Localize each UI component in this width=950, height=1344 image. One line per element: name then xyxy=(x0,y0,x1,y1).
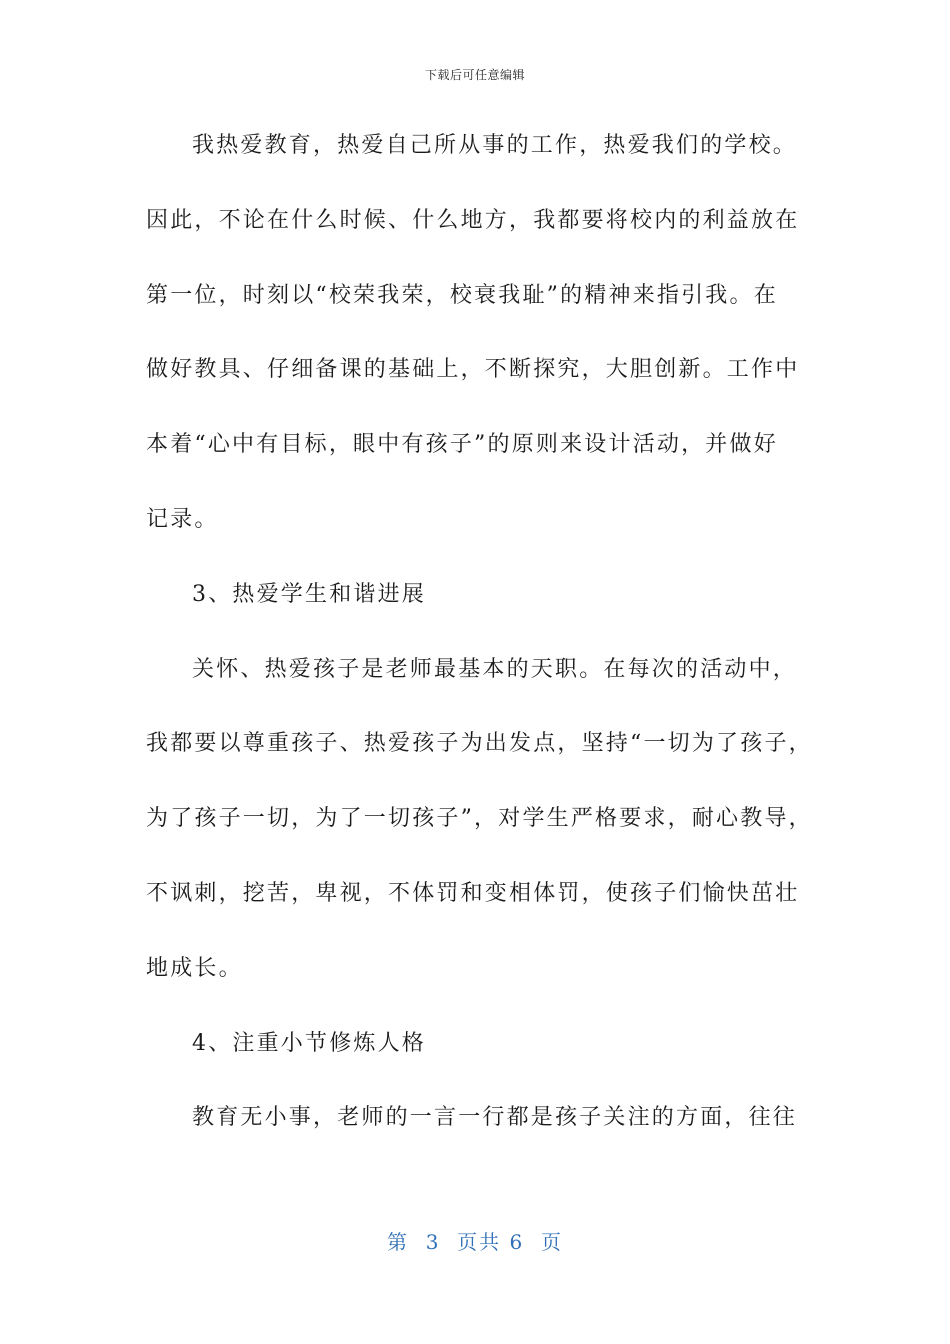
body-line: 教育无小事，老师的一言一行都是孩子关注的方面，往往 xyxy=(192,1105,798,1131)
body-line: 为了孩子一切，为了一切孩子”，对学生严格要求，耐心教导， xyxy=(146,806,813,832)
page-body xyxy=(146,124,811,1171)
page-number-footer: 第 3 页共 6 页 xyxy=(387,1230,563,1254)
body-line: 地成长。 xyxy=(146,955,243,981)
body-line: 关怀、热爱孩子是老师最基本的天职。在每次的活动中， xyxy=(192,656,798,682)
body-line: 我都要以尊重孩子、热爱孩子为出发点，坚持“一切为了孩子， xyxy=(146,731,813,757)
header-note: 下载后可任意编辑 xyxy=(424,68,525,82)
section-heading: 3、热爱学生和谐进展 xyxy=(192,581,426,607)
body-line: 做好教具、仔细备课的基础上，不断探究，大胆创新。工作中 xyxy=(146,357,800,383)
body-line: 记录。 xyxy=(146,506,219,532)
section-heading: 4、注重小节修炼人格 xyxy=(192,1030,426,1056)
body-line: 我热爱教育，热爱自己所从事的工作，热爱我们的学校。 xyxy=(192,133,798,158)
body-line: 本着“心中有目标，眼中有孩子”的原则来设计活动，并做好 xyxy=(146,432,778,458)
body-line: 不讽刺，挖苦，卑视，不体罚和变相体罚，使孩子们愉快茁壮 xyxy=(146,880,800,906)
body-line: 第一位，时刻以“校荣我荣，校衰我耻”的精神来指引我。在 xyxy=(146,282,778,308)
body-line: 因此，不论在什么时候、什么地方，我都要将校内的利益放在 xyxy=(146,207,800,233)
